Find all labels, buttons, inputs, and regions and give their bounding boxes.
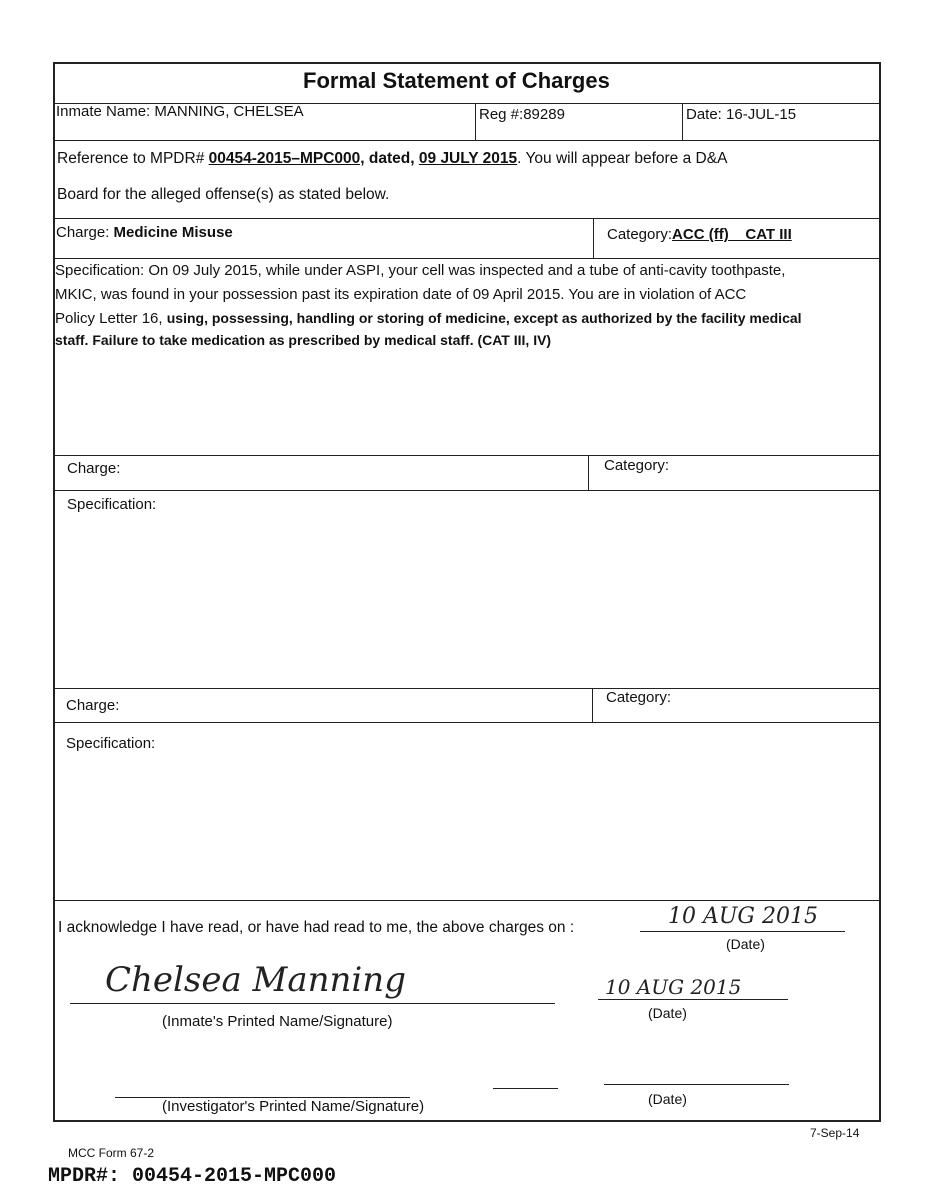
specification-2: Specification:	[67, 496, 157, 513]
charge-1: Charge: Medicine Misuse	[56, 224, 233, 241]
reg-number-field: Reg #:89289	[479, 106, 565, 123]
form-revision: 7-Sep-14	[810, 1126, 860, 1140]
specification-1-line2: MKIC, was found in your possession past its expiration date of 09 April 2015. You are in violation of ACC	[55, 286, 747, 303]
charge-3: Charge:	[66, 697, 120, 714]
reference-line: Reference to MPDR# 00454-2015–MPC000, dated, 09 JULY 2015. You will appear before a D&A	[57, 150, 728, 167]
category-1: Category:ACC (ff) CAT III	[607, 226, 792, 243]
date-label-3: (Date)	[648, 1091, 687, 1107]
date-field: Date: 16-JUL-15	[686, 106, 797, 123]
specification-1-line3: Policy Letter 16, using, possessing, handling or storing of medicine, except as authorized by the facility medical	[55, 310, 802, 327]
reference-line-2: Board for the alleged offense(s) as stated below.	[57, 186, 390, 203]
mpdr-stamp: MPDR#: 00454-2015-MPC000	[48, 1165, 337, 1188]
specification-1-line4: staff. Failure to take medication as prescribed by medical staff. (CAT III, IV)	[55, 332, 552, 348]
form-title: Formal Statement of Charges	[303, 68, 610, 93]
category-3: Category:	[606, 689, 672, 706]
charge-2: Charge:	[67, 460, 121, 477]
inmate-signature-label: (Inmate's Printed Name/Signature)	[162, 1013, 393, 1030]
acknowledgement-text: I acknowledge I have read, or have had read to me, the above charges on :	[58, 919, 575, 936]
category-2: Category:	[604, 457, 670, 474]
inmate-signature: Chelsea Manning	[105, 960, 406, 1000]
date-label-1: (Date)	[726, 936, 765, 952]
investigator-signature-label: (Investigator's Printed Name/Signature)	[162, 1098, 425, 1115]
specification-1: Specification: On 09 July 2015, while under ASPI, your cell was inspected and a tube of anti-cavity toothpaste,	[55, 262, 786, 279]
form-number: MCC Form 67-2	[68, 1146, 155, 1160]
inmate-date-handwritten: 10 AUG 2015	[605, 975, 742, 999]
date-label-2: (Date)	[648, 1005, 687, 1021]
inmate-name-field: Inmate Name: MANNING, CHELSEA	[56, 103, 304, 120]
specification-3: Specification:	[66, 735, 156, 752]
ack-date-handwritten: 10 AUG 2015	[668, 904, 818, 929]
